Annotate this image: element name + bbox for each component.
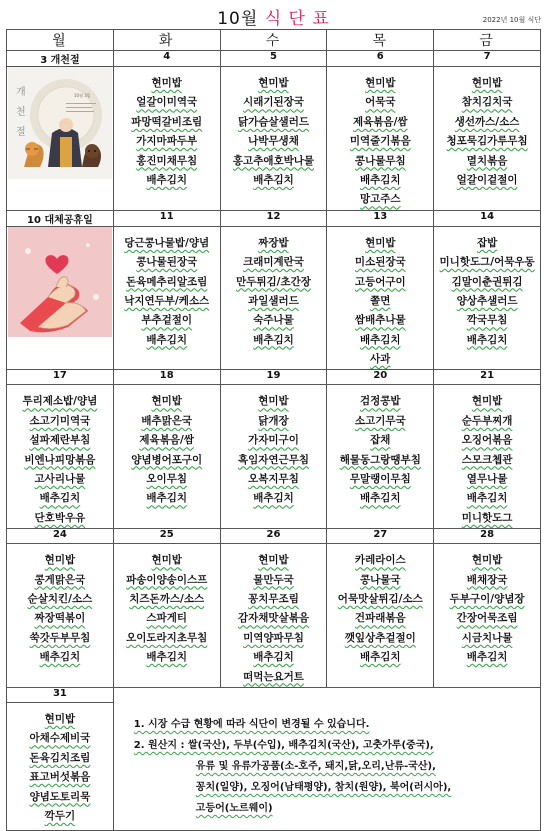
- menu-cell: [327, 67, 434, 211]
- menu-item: 배추김치: [146, 173, 187, 186]
- menu-item: 배추김치: [253, 492, 294, 505]
- menu-item: 배추김치: [39, 651, 81, 664]
- menu-cell: [434, 544, 541, 688]
- menu-item: 배추김치: [466, 651, 508, 664]
- menu-cell: [434, 67, 541, 211]
- menu-items: [434, 544, 540, 667]
- notes-cell: [113, 687, 540, 830]
- menu-item: 떠먹는요거트: [243, 670, 304, 683]
- menu-item: 나박무생채: [248, 135, 299, 148]
- menu-item: 현미밥: [365, 77, 396, 89]
- menu-row: [7, 385, 541, 529]
- menu-item: 돈육메추리알조림: [126, 275, 208, 288]
- menu-item: 배추김치: [466, 492, 508, 505]
- weekday-header: 화: [113, 30, 220, 51]
- date-cell: 12: [220, 210, 327, 226]
- menu-item: 어묵맛살튀김/소스: [337, 592, 423, 605]
- menu-items: [327, 385, 433, 508]
- menu-item: 배추김치: [360, 173, 401, 186]
- menu-date: 2022년 10월 식단: [482, 16, 541, 24]
- menu-item: 건파래볶음: [354, 612, 406, 625]
- menu-item: 홍고추애호박나물: [232, 154, 315, 167]
- menu-item: 콩게맑은국: [34, 573, 86, 586]
- page-title: [217, 9, 330, 29]
- menu-item: 현미밥: [44, 712, 76, 725]
- date-cell: 17: [7, 370, 114, 385]
- illustration-cell: [7, 227, 113, 343]
- menu-item: 부추겉절이: [141, 314, 193, 327]
- menu-item: 오징어볶음: [461, 434, 513, 447]
- gaecheonjeol-illustration: [8, 67, 112, 179]
- menu-item: 배추김치: [253, 333, 294, 346]
- date-row: [7, 529, 541, 544]
- menu-cell: [327, 544, 434, 688]
- menu-item: 아채수제비국: [29, 732, 91, 745]
- date-row: [7, 687, 541, 702]
- menu-item: 설파제란부침: [29, 434, 91, 447]
- weekday-header: 목: [327, 30, 434, 51]
- menu-item: 제육볶음/쌈: [139, 434, 194, 447]
- date-row: [7, 370, 541, 385]
- menu-item: 미역양파무침: [243, 631, 304, 644]
- menu-item: 파망떡갈비조림: [131, 115, 203, 128]
- menu-item: 쫄면: [370, 294, 391, 307]
- menu-item: 미니핫도그/어묵우동: [439, 256, 535, 269]
- menu-items: [114, 67, 220, 190]
- svg-text:천: 천: [15, 107, 26, 118]
- menu-item: 치즈돈까스/소스: [129, 592, 205, 605]
- menu-item: 만두튀김/초간장: [236, 275, 311, 288]
- menu-item: 김말이춘권튀김: [451, 275, 523, 288]
- menu-item: 잡채: [370, 434, 391, 447]
- menu-item: 소고기미역국: [29, 414, 91, 427]
- menu-item: 배추김치: [360, 492, 401, 505]
- menu-item: 돈육김치조림: [29, 751, 91, 764]
- menu-item: 파송이양송이스프: [126, 573, 208, 586]
- menu-items: [114, 385, 220, 508]
- menu-items: [7, 703, 113, 826]
- menu-item: 제육볶음/쌈: [353, 115, 408, 128]
- weekday-header: 금: [434, 30, 541, 51]
- menu-item: 꽁치무조림: [248, 592, 299, 605]
- svg-text:10월 3일: 10월 3일: [73, 93, 91, 98]
- menu-item: 물만두국: [253, 573, 294, 586]
- menu-item: 순두부찌개: [461, 414, 513, 427]
- menu-row: [7, 544, 541, 688]
- date-row: [7, 210, 541, 226]
- menu-item: 열무나물: [466, 473, 508, 486]
- menu-item: 쌈배추나물: [354, 314, 406, 327]
- date-cell: 11: [113, 210, 220, 226]
- menu-items: [221, 227, 327, 350]
- menu-item: 짜장밥: [258, 236, 289, 249]
- menu-item: 과일샐러드: [248, 294, 299, 307]
- menu-items: [114, 227, 220, 350]
- note-line: 2. 원산지 : 쌀(국산), 두부(수입), 배추김치(국산), 고춧가루(중국),: [133, 739, 434, 751]
- svg-text:개: 개: [15, 87, 26, 98]
- menu-item: 현미밥: [258, 77, 289, 89]
- menu-item: 단호박우유: [34, 511, 86, 524]
- menu-item: 시금치나물: [461, 631, 513, 644]
- menu-item: 감자채맛살볶음: [237, 612, 309, 625]
- menu-item: 배추김치: [253, 651, 294, 664]
- menu-cell: [7, 702, 114, 830]
- menu-items: [221, 385, 327, 508]
- menu-item: 배추김치: [146, 333, 187, 346]
- date-cell: 5: [220, 51, 327, 67]
- weekday-header: 수: [220, 30, 327, 51]
- illustration-cell: [7, 67, 113, 183]
- date-cell: 25: [113, 529, 220, 544]
- menu-item: 비엔나피망볶음: [24, 453, 96, 466]
- date-cell: 13: [327, 210, 434, 226]
- menu-item: 검정콩밥: [360, 395, 401, 408]
- menu-item: 미소된장국: [354, 256, 406, 269]
- menu-item: 청포묵김가루무침: [446, 135, 528, 148]
- menu-item: 양상추샐러드: [456, 294, 518, 307]
- menu-cell: [434, 226, 541, 370]
- date-cell: 7: [434, 51, 541, 67]
- menu-item: 깻잎상추겉절이: [344, 631, 416, 644]
- menu-items: [221, 67, 327, 190]
- menu-cell: [434, 385, 541, 529]
- menu-item: 현미밥: [151, 554, 182, 567]
- menu-item: 스파게티: [146, 612, 187, 625]
- menu-item: 고등어구이: [354, 275, 406, 288]
- menu-item: 현미밥: [151, 395, 182, 408]
- menu-items: [434, 227, 540, 350]
- menu-items: [114, 544, 220, 667]
- menu-item: 현미밥: [471, 395, 503, 408]
- menu-item: 시래기된장국: [243, 96, 304, 109]
- menu-items: [327, 544, 433, 667]
- menu-cell: [113, 385, 220, 529]
- menu-cell: [113, 67, 220, 211]
- menu-item: 배추맑은국: [141, 414, 193, 427]
- menu-item: 생선까스/소스: [454, 115, 520, 128]
- note-line: 1. 시장 수급 현황에 따라 식단이 변경될 수 있습니다.: [133, 718, 370, 730]
- menu-item: 현미밥: [471, 77, 503, 89]
- menu-item: 망고주스: [360, 193, 401, 206]
- menu-item: 배추김치: [146, 651, 187, 664]
- menu-item: 카레라이스: [354, 554, 406, 567]
- menu-item: 깍두기: [44, 809, 76, 822]
- menu-item: 배추김치: [360, 651, 401, 664]
- menu-item: 배추김치: [466, 333, 508, 346]
- menu-item: 배추김치: [146, 492, 187, 505]
- date-cell: 31: [7, 687, 114, 702]
- menu-cell: [7, 226, 114, 370]
- menu-item: 참치김치국: [461, 96, 513, 109]
- menu-item: 배채장국: [466, 573, 508, 586]
- menu-item: 현미밥: [258, 395, 289, 408]
- menu-cell: [220, 385, 327, 529]
- menu-item: 짜장떡볶이: [34, 612, 86, 625]
- menu-item: 무말랭이무침: [349, 473, 411, 486]
- menu-items: [7, 385, 113, 528]
- notes: [114, 688, 540, 819]
- menu-items: [434, 385, 540, 528]
- menu-item: 현미밥: [471, 554, 503, 567]
- menu-table: [6, 29, 541, 831]
- menu-items: [327, 227, 433, 370]
- menu-item: 닭개장: [258, 414, 289, 427]
- menu-item: 얼갈이겉절이: [456, 173, 518, 186]
- menu-items: [221, 544, 327, 687]
- menu-item: 간장어묵조림: [456, 612, 518, 625]
- date-cell: 26: [220, 529, 327, 544]
- menu-item: 깍국무침: [466, 314, 508, 327]
- note-line: 고등어(노르웨이): [195, 802, 273, 814]
- menu-item: 오이도라지초무침: [126, 631, 208, 644]
- date-cell: 10 대체공휴일: [7, 210, 114, 226]
- menu-item: 양념도토리묵: [29, 790, 91, 803]
- menu-item: 오복지무침: [248, 473, 299, 486]
- date-cell: 27: [327, 529, 434, 544]
- menu-item: 소고기무국: [354, 414, 406, 427]
- menu-item: 멸치볶음: [466, 154, 508, 167]
- menu-row: [7, 226, 541, 370]
- menu-item: 미니핫도그: [461, 511, 513, 524]
- menu-item: 크래미계란국: [243, 256, 304, 269]
- date-cell: 28: [434, 529, 541, 544]
- menu-item: 표고버섯볶음: [29, 771, 91, 784]
- menu-items: [7, 544, 113, 667]
- menu-item: 양념병어포구이: [131, 453, 203, 466]
- finger-heart-illustration: [8, 227, 112, 337]
- menu-item: 해물동그랑땡부침: [339, 453, 421, 466]
- menu-item: 현미밥: [44, 554, 76, 567]
- note-line: 유류 및 유류가공품(소-호주, 돼지,닭,오리,난류-국산),: [195, 760, 436, 772]
- menu-item: 현미밥: [258, 554, 289, 567]
- menu-cell: [220, 226, 327, 370]
- date-cell: 20: [327, 370, 434, 385]
- menu-cell: [220, 544, 327, 688]
- date-cell: 4: [113, 51, 220, 67]
- menu-item: 당근콩나물밥/양념: [124, 236, 210, 249]
- menu-item: 잡밥: [476, 236, 498, 249]
- menu-item: 콩나물무침: [354, 154, 406, 167]
- menu-cell: [113, 226, 220, 370]
- date-cell: 24: [7, 529, 114, 544]
- menu-cell: [220, 67, 327, 211]
- menu-cell: [7, 544, 114, 688]
- menu-item: 고사리나물: [34, 473, 86, 486]
- menu-row: [7, 67, 541, 211]
- date-row: [7, 51, 541, 67]
- menu-item: 콩나물된장국: [136, 256, 198, 269]
- weekday-header-row: [7, 30, 541, 51]
- menu-item: 현미밥: [151, 77, 182, 89]
- menu-item: 얼갈이미역국: [136, 96, 198, 109]
- title-text: 식 단 표: [264, 9, 330, 29]
- menu-items: [434, 67, 540, 190]
- menu-item: 어묵국: [365, 96, 396, 109]
- menu-item: 닭가슴살샐러드: [237, 115, 309, 128]
- menu-item: 배추김치: [253, 173, 294, 186]
- menu-item: 투리제소밥/양념: [22, 395, 98, 408]
- menu-items: [327, 67, 433, 210]
- menu-cell: [327, 226, 434, 370]
- menu-item: 현미밥: [365, 236, 396, 249]
- menu-item: 흑임자연근무침: [237, 453, 309, 466]
- date-cell: 18: [113, 370, 220, 385]
- menu-item: 오이무침: [146, 473, 187, 486]
- menu-item: 숙주나물: [253, 314, 294, 327]
- menu-item: 가자미구이: [248, 434, 299, 447]
- page-header: [0, 4, 547, 28]
- menu-item: 콩나물국: [360, 573, 401, 586]
- menu-item: 순살치킨/소스: [27, 592, 93, 605]
- menu-item: 쑥갓두부무침: [29, 631, 91, 644]
- note-line: 꽁치(일양), 오징어(남태평양), 참치(원양), 북어(러시아),: [195, 781, 452, 793]
- date-cell: 6: [327, 51, 434, 67]
- svg-text:절: 절: [15, 127, 26, 138]
- menu-item: 가지마파두부: [136, 135, 198, 148]
- menu-cell: [7, 385, 114, 529]
- menu-cell: [7, 67, 114, 211]
- menu-item: 배추김치: [39, 492, 81, 505]
- date-cell: 21: [434, 370, 541, 385]
- menu-cell: [113, 544, 220, 688]
- weekday-header: 월: [7, 30, 114, 51]
- menu-cell: [327, 385, 434, 529]
- menu-item: 사과: [370, 353, 391, 366]
- date-cell: 19: [220, 370, 327, 385]
- date-cell: 14: [434, 210, 541, 226]
- menu-item: 홍진미채무침: [136, 154, 198, 167]
- title-month: 10월: [217, 9, 259, 29]
- menu-item: 배추김치: [360, 333, 401, 346]
- menu-item: 미역줄기볶음: [349, 135, 411, 148]
- date-cell: 3 개천절: [7, 51, 114, 67]
- menu-item: 두부구이/양념장: [449, 592, 525, 605]
- menu-item: 스모크쳅관: [461, 453, 513, 466]
- menu-item: 낙지연두부/케소스: [124, 294, 210, 307]
